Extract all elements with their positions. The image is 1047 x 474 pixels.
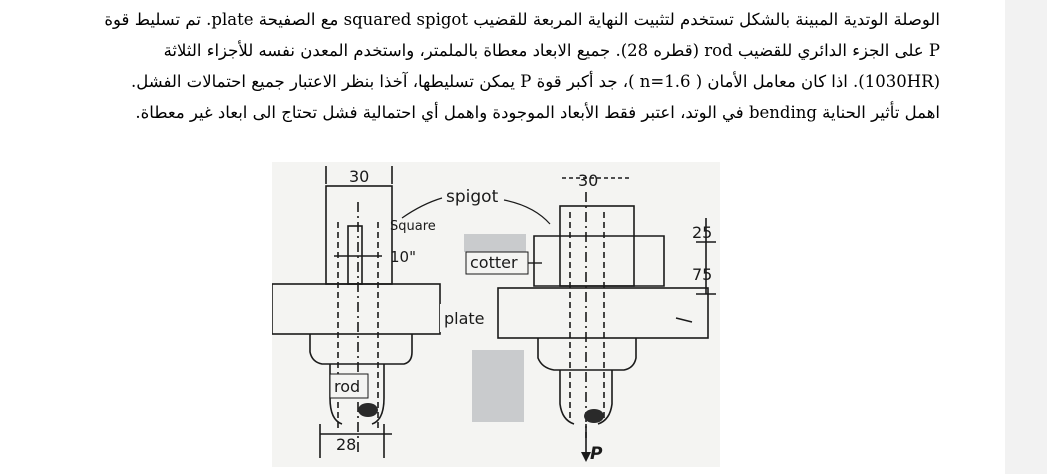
right-rod-section	[584, 409, 604, 423]
label-dim-25: 25	[692, 223, 713, 242]
label-spigot: spigot	[446, 187, 499, 207]
label-rod: rod	[334, 377, 361, 396]
problem-line-3: (1030HR). اذا كان معامل الأمان ( n=1.6 )، جد أكبر قوة P يمكن تسليطها، آخذا بنظر الاعتبار جميع احتمالات الفشل.	[131, 72, 940, 91]
label-dim-30-left: 30	[349, 167, 370, 186]
label-dim-10: 10"	[390, 248, 416, 266]
left-rod-section	[358, 403, 378, 417]
label-square: Square	[390, 219, 436, 234]
label-force-p: P	[590, 444, 603, 464]
problem-line-2: P على الجزء الدائري للقضيب rod (قطره 28). جميع الابعاد معطاة بالملمتر، واستخدم المعدن نفسه للأجزاء الثلاثة	[163, 41, 940, 60]
label-plate: plate	[444, 309, 485, 328]
gray-box-bottom	[472, 350, 524, 422]
problem-statement	[60, 4, 940, 128]
label-dim-30-right: 30	[578, 171, 599, 190]
problem-line-4: اهمل تأثير الحناية bending في الوتد، اعتبر فقط الأبعاد الموجودة واهمل أي احتمالية فشل تحتاج الى ابعاد غير معطاة.	[135, 103, 940, 122]
figure-drawing	[272, 162, 720, 467]
gray-box-top	[464, 234, 526, 252]
page-margin	[1005, 0, 1047, 474]
problem-line-1: الوصلة الوتدية المبينة بالشكل تستخدم لتثبيت النهاية المربعة للقضيب squared spigot مع الصفيحة plate. تم تسليط قوة	[104, 10, 940, 29]
label-cotter: cotter	[470, 253, 518, 272]
label-dim-28: 28	[336, 435, 357, 454]
label-dim-75: 75	[692, 265, 713, 284]
cotter-joint-figure	[272, 162, 720, 467]
